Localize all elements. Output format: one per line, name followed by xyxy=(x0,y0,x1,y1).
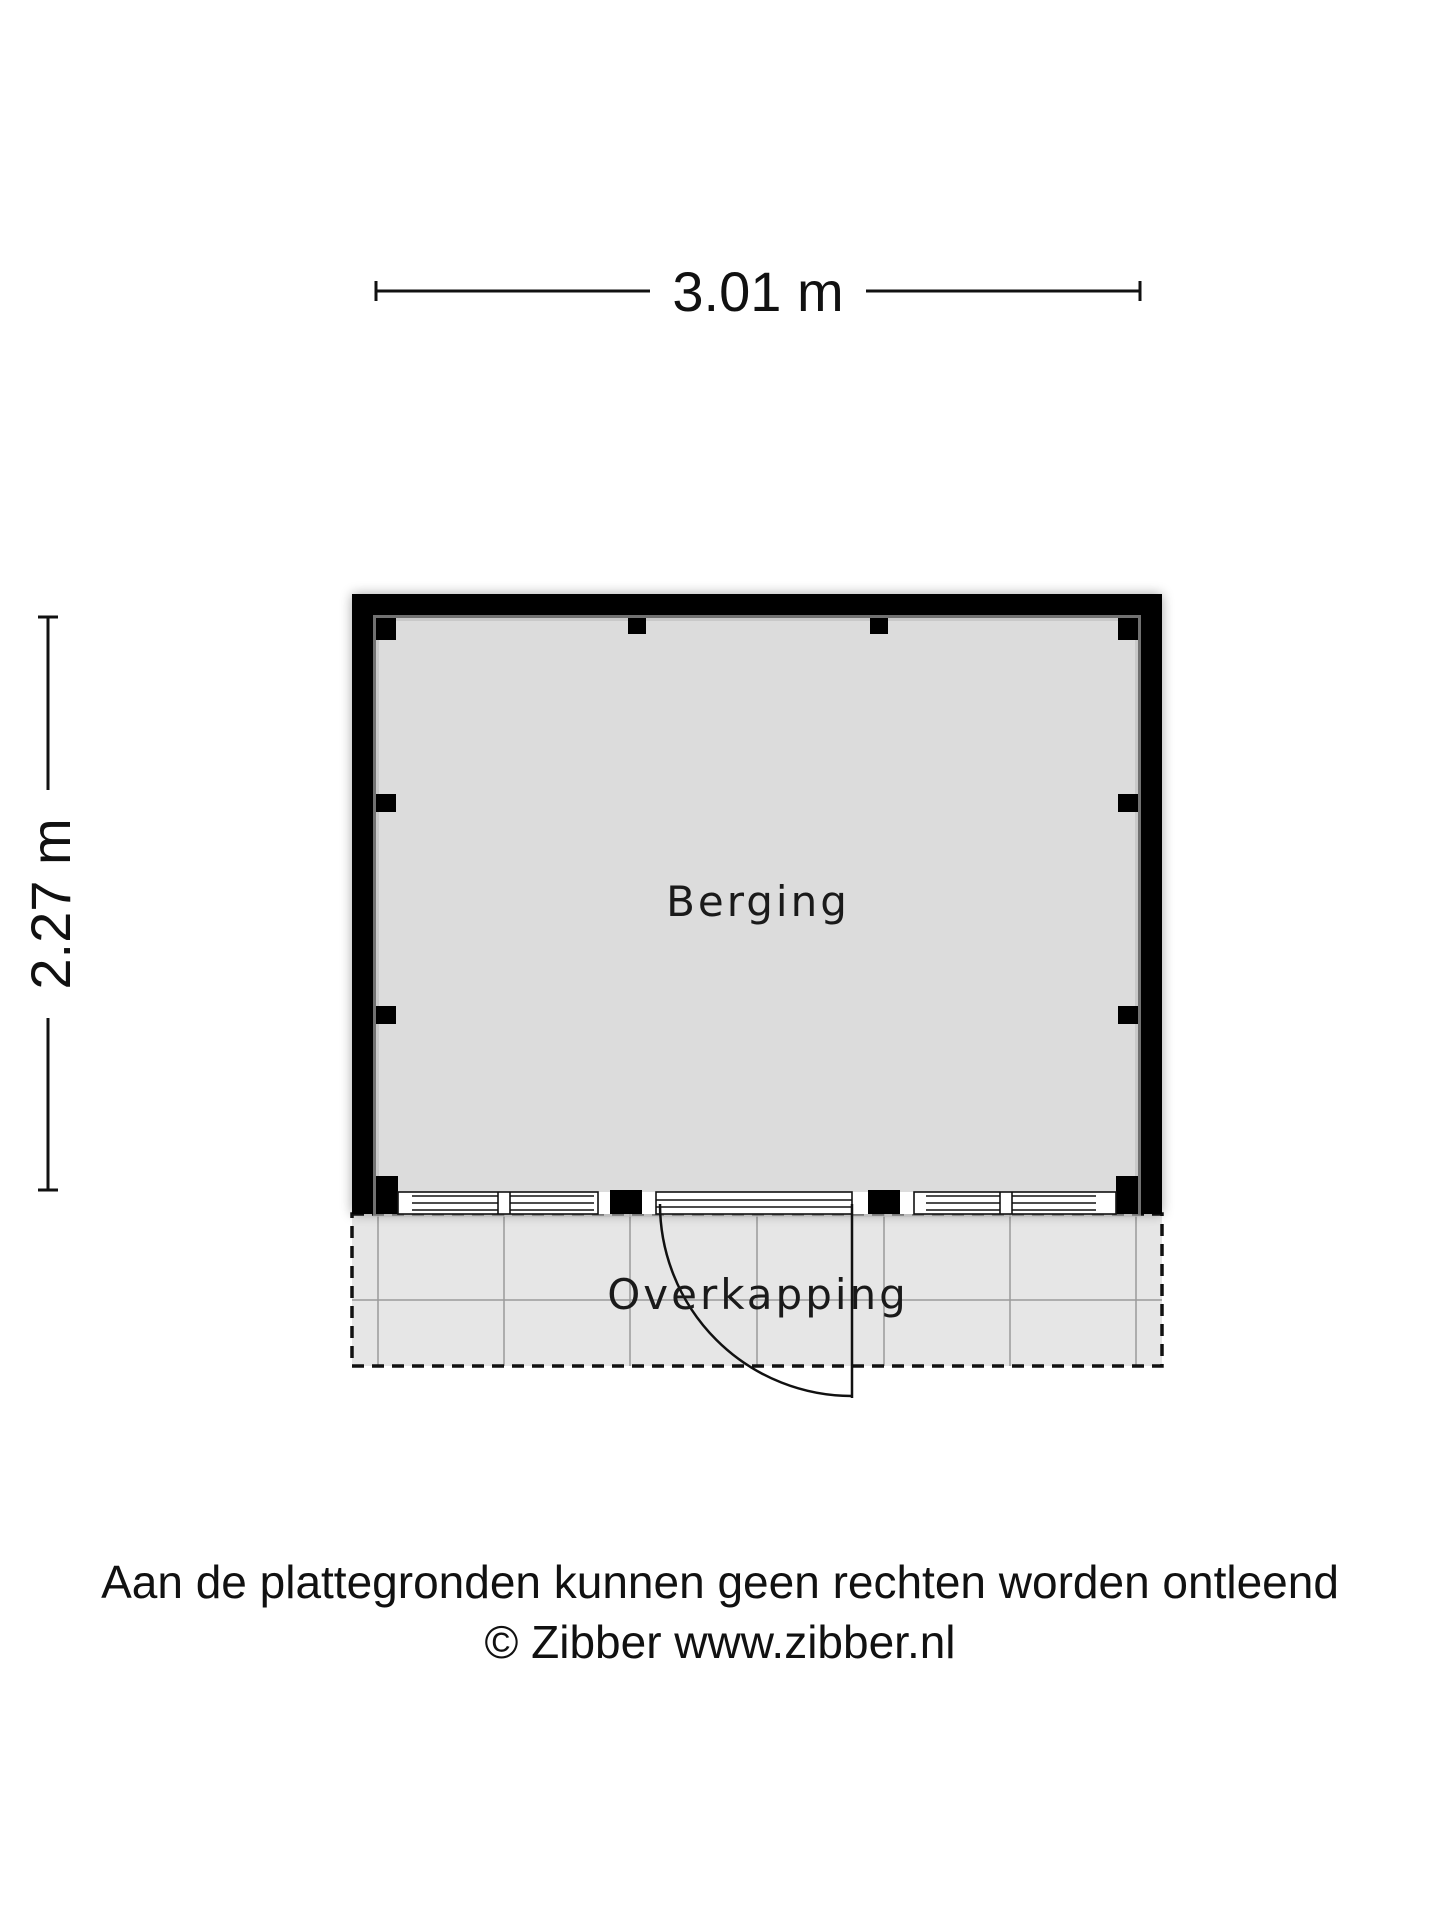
height-label: 2.27 m xyxy=(19,818,82,990)
overkapping-label: Overkapping xyxy=(607,1270,909,1319)
right-window xyxy=(914,1192,1116,1214)
left-window xyxy=(398,1192,598,1214)
disclaimer-text: Aan de plattegronden kunnen geen rechten worden ontleend xyxy=(101,1556,1339,1608)
copyright-text: © Zibber www.zibber.nl xyxy=(484,1616,956,1668)
width-dimension xyxy=(376,260,1140,323)
width-label: 3.01 m xyxy=(672,260,844,323)
berging-label: Berging xyxy=(666,877,850,926)
height-dimension xyxy=(19,617,82,1190)
